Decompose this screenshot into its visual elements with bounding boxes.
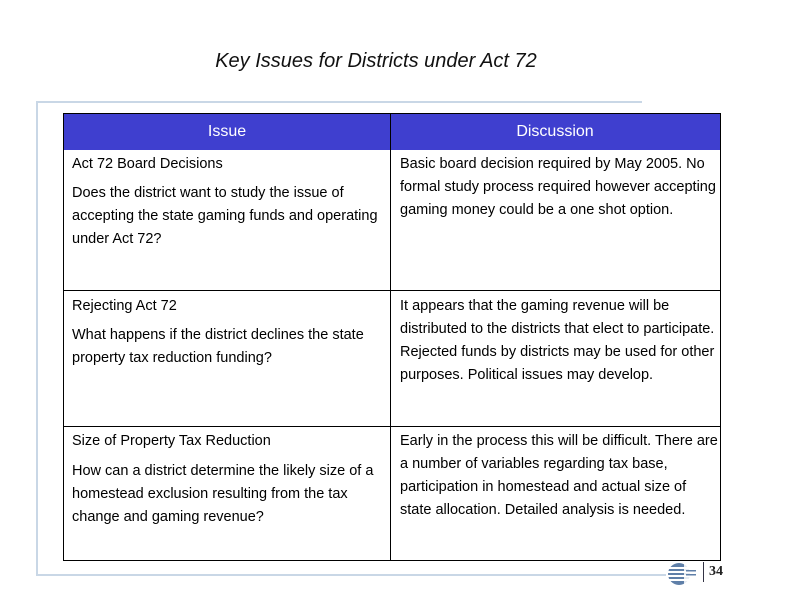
frame-top-line (36, 101, 642, 103)
table-row-discussion: It appears that the gaming revenue will be distributed to the districts that elect to participate. Rejected funds by districts may be used for other purposes. Political issues may develop. (400, 298, 715, 383)
issues-table (63, 113, 721, 561)
row-divider (64, 426, 720, 427)
issue-question: What happens if the district declines the state property tax reduction funding? (72, 327, 364, 366)
table-header-row (64, 114, 720, 150)
table-row-issue (72, 153, 384, 251)
row-divider (64, 290, 720, 291)
globe-logo-icon (666, 562, 700, 586)
table-row-issue (72, 295, 384, 370)
column-divider (390, 150, 391, 561)
table-row-discussion: Early in the process this will be difficult. There are a number of variables regarding tax base, participation in homestead and actual size of state allocation. Detailed analysis is needed. (400, 433, 718, 518)
discussion-column-header: Discussion (516, 123, 594, 140)
issue-title: Act 72 Board Decisions (72, 156, 223, 172)
issue-question: Does the district want to study the issue of accepting the state gaming funds and operating under Act 72? (72, 185, 378, 247)
issue-title: Size of Property Tax Reduction (72, 433, 271, 449)
slide-title: Key Issues for Districts under Act 72 (215, 50, 537, 72)
table-row-issue (72, 430, 384, 529)
issue-title: Rejecting Act 72 (72, 298, 177, 314)
frame-bottom-line (36, 574, 666, 576)
table-row-discussion: Basic board decision required by May 2005. No formal study process required however accepting gaming money could be a one shot option. (400, 156, 716, 218)
issue-question: How can a district determine the likely size of a homestead exclusion resulting from the tax change and gaming revenue? (72, 463, 374, 525)
issue-column-header: Issue (64, 114, 391, 150)
frame-left-line (36, 101, 38, 576)
page-number: 34 (703, 562, 728, 582)
